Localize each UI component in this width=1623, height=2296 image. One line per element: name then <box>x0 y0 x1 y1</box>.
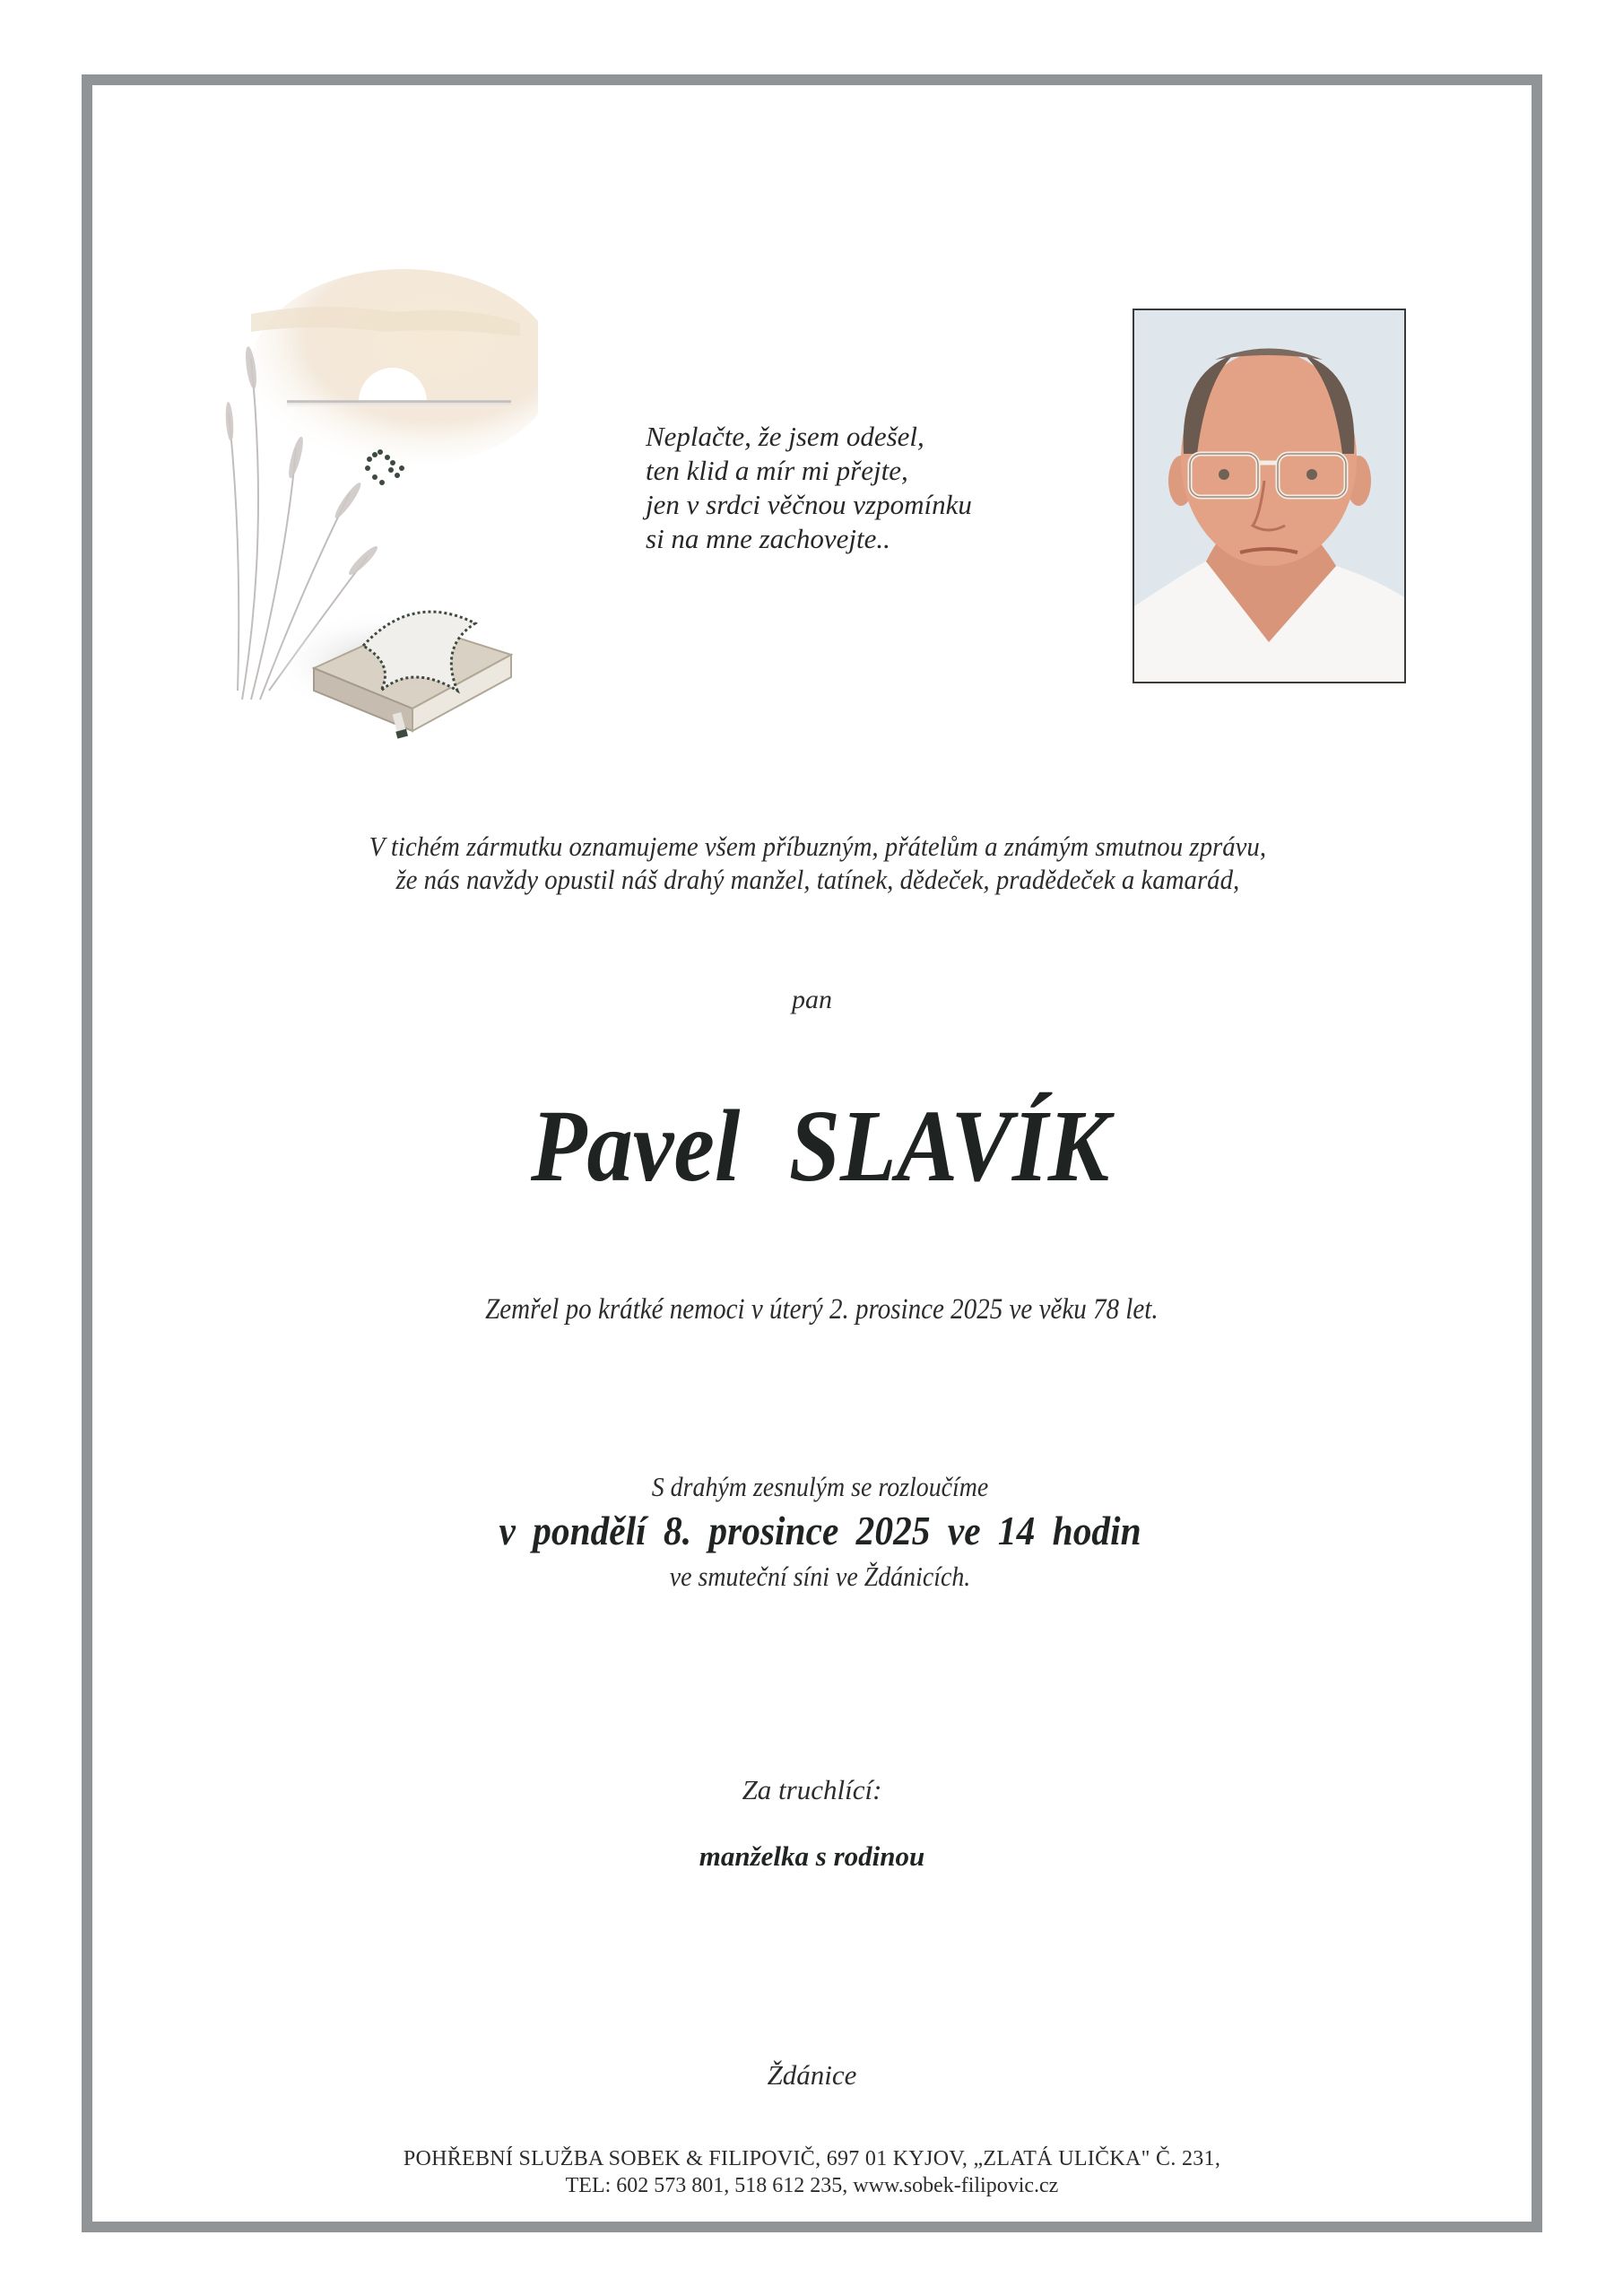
place-name: Ždánice <box>767 2059 857 2091</box>
farewell-datetime: v pondělí 8. prosince 2025 ve 14 hodin <box>499 1508 1141 1553</box>
poem-line: Neplačte, že jsem odešel, <box>646 421 924 452</box>
deceased-last-name: SLAVÍK <box>788 1089 1110 1203</box>
poem-line: si na mne zachovejte.. <box>646 523 890 554</box>
decoration-icon <box>215 269 538 744</box>
footer-company-address: POHŘEBNÍ SLUŽBA SOBEK & FILIPOVIČ, 697 01 KYJOV, „ZLATÁ ULIČKA" Č. 231, <box>403 2147 1221 2170</box>
farewell-intro: S drahým zesnulým se rozloučíme <box>651 1471 989 1502</box>
mourners-label: Za truchlící: <box>742 1774 882 1805</box>
death-notice: Zemřel po krátké nemoci v úterý 2. prosince 2025 ve věku 78 let. <box>485 1293 1159 1326</box>
person-portrait-icon <box>1134 310 1404 682</box>
salutation: pan <box>792 985 832 1014</box>
memorial-poem <box>646 420 972 556</box>
poem-line: jen v srdci věčnou vzpomínku <box>646 489 972 520</box>
poem-line: ten klid a mír mi přejte, <box>646 455 908 486</box>
announcement-text <box>138 830 1497 896</box>
sunset-wheat-dove-book-illustration <box>215 269 538 744</box>
deceased-name <box>163 1087 1478 1205</box>
mourners-names: manželka s rodinou <box>699 1840 925 1872</box>
portrait-photo <box>1133 309 1406 683</box>
announcement-line: že nás navždy opustil náš drahý manžel, tatínek, dědeček, pradědeček a kamarád, <box>395 864 1240 895</box>
deceased-first-name: Pavel <box>530 1089 741 1203</box>
footer-contact: TEL: 602 573 801, 518 612 235, www.sobek-filipovic.cz <box>565 2174 1059 2197</box>
farewell-location: ve smuteční síni ve Ždánicích. <box>669 1561 971 1592</box>
announcement-line: V tichém zármutku oznamujeme všem příbuzným, přátelům a známým smutnou zprávu, <box>369 831 1267 862</box>
